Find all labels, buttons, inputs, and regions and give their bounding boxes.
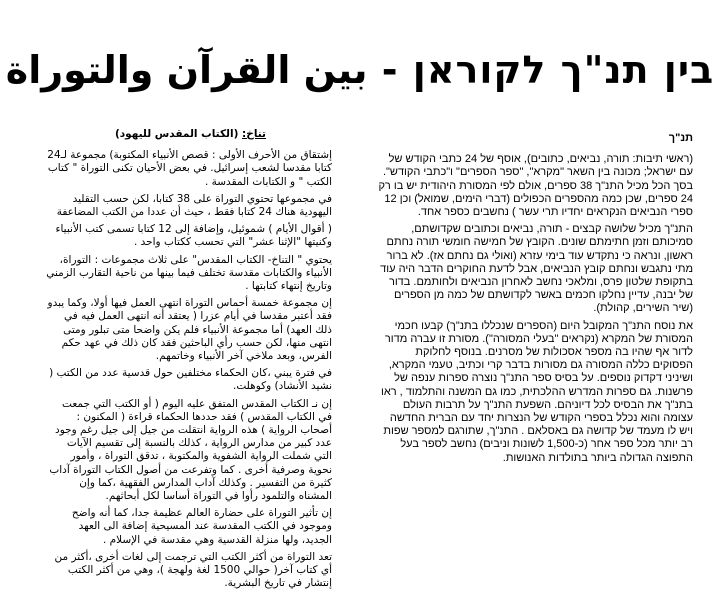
arabic-paragraph: في مجموعها تحتوي التوراة على 38 كتابا، لكن حسب التقليد اليهودية هناك 24 كتابا فقط ، حيث أن عددا من الكتب المضاعفة bbox=[56, 192, 332, 219]
arabic-paragraph: ( أقوال الأيام ) شموئيل، وإضافة إلى 12 كتابا تسمى كتب الأنبياء وكنيتها "الإثنا عشر" التي تحسب ككتاب واحد . bbox=[55, 223, 332, 249]
arabic-paragraph: إن تأثير التوراة على حضارة العالم عظيمة جدا، كما أنه واضح وموجود في الكتب المقدسة عند المسيحية إضافة الى العهد الجديد، ولها منزلة القدسية وهي مقدسة في الإسلام . bbox=[71, 507, 332, 546]
arabic-heading-rest: (الكتاب المقدس لليهود) bbox=[114, 128, 243, 140]
arabic-paragraph: يحتوي " التناخ- الكتاب المقدس" على ثلاث مجموعات : التوراة، الأنبياء والكتابات مقدسة تختلف فيما بينها من ناحية التقارب الزمني وتاريخ إنتهاء كتابتها . bbox=[46, 253, 332, 293]
arabic-paragraph: إشتقاق من الأحرف الأولى : قصص الأنبياء المكتوبة) مجموعة لـ24 كتابا مقدسا لشعب إسرائيل. في بعض الأحيان تكنى التوراة " كتاب الكتب " و الكتابات المقدسة . bbox=[47, 149, 332, 188]
arabic-paragraph: تعد التوراة من أكثر الكتب التي ترجمت إلى لغات أخرى ،أكثر من أي كتاب آخر( حوالي 1500 لغة ولهجة )، وهي من أكثر الكتب إنتشار في تاريخ البشرية. bbox=[54, 550, 332, 590]
hebrew-paragraph: (ראשי תיבות: תורה, נביאים, כתובים), אוסף של 24 כתבי הקודש של עם ישראל; מכונה בין השאר "מקרא", "ספר הספרים" ו"כתבי הקודש". בסך הכל מכיל התנ"ך 38 ספרים, אולם לפי המסורת היהודית יש בו רק 24 ספרים, שכן כמה מהספרים הכפולים (דברי הימים, שמואל) וכן 12 ספרי הנביאים הנקראים יחדיו תרי עשר ) נחשבים כספר אחד. bbox=[378, 153, 693, 219]
arabic-paragraph: إن مجموعة خمسة أحماس التوراة انتهى العمل فيها أولا، وكما يبدو فقد أعتبر مقدسا في أيام عزرا ( يعتقد أنه انتهى العمل فيه في ذلك العهد) أما مجموعة الأنبياء فلم يكن واضحا متى تبلور ومتى انتهى منها، لكن حسب رأي الباحثين فقد كان ذلك في عهد حكم الفرس، وبعد ملاخي آخر الأنبياء وخاتمهم. bbox=[47, 297, 332, 363]
arabic-heading-label: تناخ: bbox=[242, 128, 266, 140]
arabic-column bbox=[40, 128, 332, 595]
arabic-paragraph: في فترة يبني ،كان الحكماء مختلفين حول قدسية عدد من الكتب ( نشيد الأنشاد) وكوهلت. bbox=[49, 367, 332, 393]
arabic-paragraph: إن نـ الكتاب المقدس المتفق عليه اليوم ( أو الكتب التي جمعت في الكتاب المقدس ) فقد حددها الحكماء قراءة ( المكنون : أصحاب الرواية ) هذه الرواية انتقلت من جيل إلى جيل رغم وجود عدد كبير من مدارس الرواية ، كذلك بالنسبة إلى تقسيم الآيات التي شملت الرواية الشفوية والمكتوبة ، تدقق التوراة ، وأمور نحوية وصرفية أخرى . كما وتفرعت من أصول الكتاب التوراة آداب كثيرة من التفسير . وكذلك آداب المدارس الفقهية ،كما وإن المشناه والتلمود رأوا في التوراة أساسا لكل أبحاثهم. bbox=[49, 397, 332, 503]
page-title: בין תנ"ך לקוראן - بين القرآن والتوراة bbox=[5, 48, 715, 92]
arabic-heading bbox=[40, 128, 332, 141]
hebrew-heading: תנ"ך bbox=[668, 132, 693, 144]
hebrew-paragraph: את נוסח התנ"ך המקובל היום (הספרים שנכללו בתנ"ך) קבעו חכמי המסורת של המקרא (נקראים "בעלי המסורה"). מסורת זו עברה מדור לדור אף שהיו בה מספר אסכולות של מסרנים. בנוסף לחלוקת הפסוקים כללה המסורה גם מסורות בדבר קרי וכתיב, טעמי המקרא, ושיניני דקדוק נוספים. על בסיס ספר התנ"ך נוצרה ספרות ענפה של פרשנות. גם ספרות המדרש ההלכתית, כמו גם המשנה והתלמוד , ראו בתנ"ך את הבסיס לכל דיוניהם. השפעת התנ"ך על תרבות העולם עצומה והוא נכלל בספרי הקודש של הנצרות יחד עם הברית החדשה ויש לו מעמד של קדושה גם באסלאם . התנ"ך, שתורגם למספר שפות רב יותר מכל ספר אחר (כ-1,500 לשונות וניבים) נחשב לספר בעל התפוצה הגדולה ביותר בתולדות האנושות. bbox=[380, 319, 693, 464]
hebrew-column bbox=[375, 132, 693, 469]
hebrew-paragraph: התנ"ך מכיל שלושה קבצים - תורה, נביאים וכתובים שקדושתם, סמיכותם וזמן חתימתם שונים. הקובץ של חמישה חומשי תורה נחתם ראשון, ונראה כי נתקדש עוד בימי עזרא (ואולי גם נחתם אז). לא ברור מתי נתגבש ונחתם קובץ הנביאים, אבל לדעת החוקרים הדבר היה עוד בתקופת שלטון פרס, ומלאכי נחשב לאחרון הנביאים ולחותמם. בדור של יבנה, עדיין נחלקו חכמים באשר לקדושתם של כמה מן הספרים (שיר השירים, קהולת). bbox=[380, 223, 693, 315]
